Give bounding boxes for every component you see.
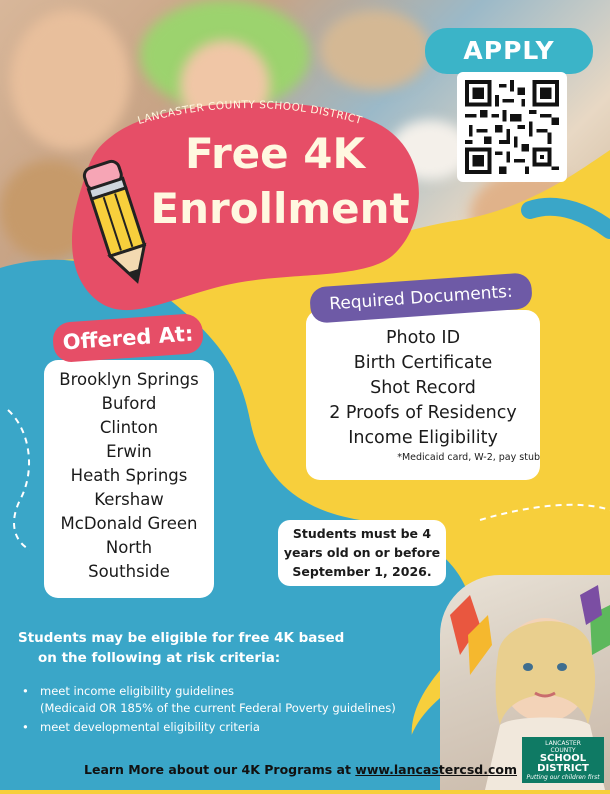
list-item: Income Eligibility <box>348 428 498 448</box>
offered-at-badge: Offered At: <box>52 313 204 363</box>
criteria-heading <box>18 628 398 668</box>
district-name <box>110 92 390 132</box>
apply-now-button[interactable]: APPLY <box>425 28 593 74</box>
criteria-line: meet developmental eligibility criteria <box>40 720 260 734</box>
bullet-icon: • <box>22 684 29 698</box>
district-logo <box>522 737 604 783</box>
bullet-icon: • <box>22 720 29 734</box>
locations-list <box>44 368 214 584</box>
logo-line: COUNTY <box>550 747 576 754</box>
list-item: Southside <box>88 562 170 581</box>
logo-line: SCHOOL <box>539 753 587 764</box>
svg-text:LANCASTER COUNTY SCHOOL DISTRI: LANCASTER COUNTY SCHOOL DISTRICT <box>136 98 364 127</box>
list-item: Heath Springs <box>70 466 188 485</box>
criteria-line: meet income eligibility guidelines <box>40 684 235 698</box>
qr-code-icon <box>465 80 559 174</box>
list-item: Brooklyn Springs <box>59 370 199 389</box>
logo-line: LANCASTER <box>545 740 581 747</box>
list-item: Birth Certificate <box>353 353 493 373</box>
list-item: Clinton <box>99 418 159 437</box>
age-line: years old on or before <box>283 545 441 560</box>
list-item <box>22 719 442 736</box>
list-item: Erwin <box>106 442 152 461</box>
criteria-heading-line: on the following at risk criteria: <box>38 650 281 666</box>
criteria-heading-line: Students may be eligible for free 4K based <box>18 630 345 646</box>
footer-text: Learn More about our 4K Programs at <box>84 762 356 777</box>
age-line: Students must be 4 <box>292 526 432 541</box>
list-item: Photo ID <box>385 328 461 348</box>
list-item: Kershaw <box>94 490 164 509</box>
logo-line: DISTRICT <box>537 763 589 774</box>
title-free-4k: Free 4K <box>184 129 366 178</box>
list-item: Buford <box>101 394 157 413</box>
list-item: Shot Record <box>370 378 476 398</box>
criteria-line: (Medicaid OR 185% of the current Federal Poverty guidelines) <box>40 701 396 715</box>
list-item: McDonald Green <box>60 514 198 533</box>
qr-code[interactable] <box>457 72 567 182</box>
footer <box>84 762 534 777</box>
logo-tagline: Putting our children first <box>526 774 600 781</box>
website-link[interactable]: www.lancastercsd.com <box>355 762 517 777</box>
age-requirement-text <box>278 524 446 581</box>
required-documents-badge: Required Documents: <box>309 272 533 323</box>
list-item: North <box>105 538 153 557</box>
list-item <box>22 683 442 717</box>
documents-note: *Medicaid card, W-2, pay stub <box>397 452 540 463</box>
criteria-list <box>22 683 442 736</box>
title-enrollment: Enrollment <box>150 184 410 233</box>
age-line: September 1, 2026. <box>292 564 432 579</box>
list-item: 2 Proofs of Residency <box>329 403 517 423</box>
documents-list <box>306 326 540 451</box>
